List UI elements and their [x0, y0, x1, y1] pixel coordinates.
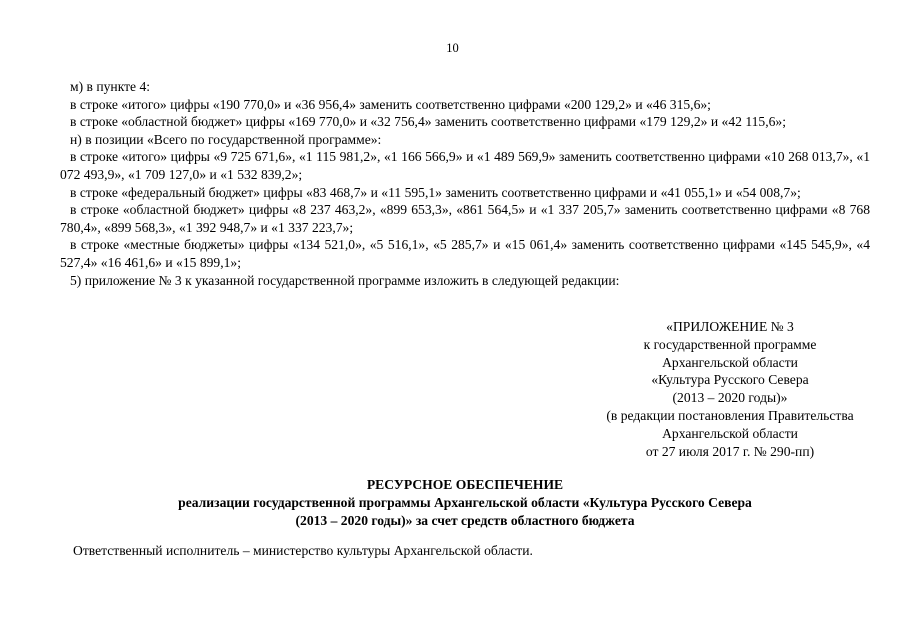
paragraph-n-local: в строке «местные бюджеты» цифры «134 521,0», «5 516,1», «5 285,7» и «15 061,4» заменить соответственно цифрами «145 545,9», «4 527,4» «16 461,6» и «15 899,1»; — [60, 237, 870, 270]
paragraph-n-regional: в строке «областной бюджет» цифры «8 237 463,2», «899 653,3», «861 564,5» и «1 337 205,7» заменить соответственно цифрами «8 768 780,4», «899 568,3», «1 392 948,7» и «1 337 223,7»; — [60, 202, 870, 235]
appendix-header — [575, 318, 885, 460]
title-line: (2013 – 2020 годы)» за счет средств областного бюджета — [295, 512, 635, 528]
responsible-executor: Ответственный исполнитель – министерство культуры Архангельской области. — [73, 543, 533, 558]
paragraph-item-m: м) в пункте 4: — [70, 79, 151, 94]
title-line: РЕСУРСНОЕ ОБЕСПЕЧЕНИЕ — [366, 477, 564, 492]
paragraph-item-n: н) в позиции «Всего по государственной программе»: — [70, 131, 382, 147]
appendix-line: «ПРИЛОЖЕНИЕ № 3 — [666, 319, 794, 334]
page-number: 10 — [446, 41, 459, 55]
title-line: реализации государственной программы Архангельской области «Культура Русского Севера — [178, 494, 752, 510]
appendix-line: «Культура Русского Севера — [651, 372, 809, 388]
amendments-text — [60, 78, 870, 289]
appendix-line: Архангельской области — [662, 354, 798, 370]
paragraph-m-regional: в строке «областной бюджет» цифры «169 770,0» и «32 756,4» заменить соответственно цифрами «179 129,2» и «42 115,6»; — [70, 114, 786, 130]
paragraph-n-federal: в строке «федеральный бюджет» цифры «83 468,7» и «11 595,1» заменить соответственно цифрами и «41 055,1» и «54 008,7»; — [70, 184, 801, 200]
appendix-line: к государственной программе — [643, 336, 817, 352]
paragraph-n-total: в строке «итого» цифры «9 725 671,6», «1 115 981,2», «1 166 566,9» и «1 489 569,9» заменить соответственно цифрами «10 268 013,7», «1 072 493,9», «1 709 127,0» и «1 532 839,2»; — [60, 149, 870, 182]
appendix-line: (2013 – 2020 годы)» — [672, 390, 788, 406]
document-title — [60, 476, 870, 529]
paragraph-m-total: в строке «итого» цифры «190 770,0» и «36 956,4» заменить соответственно цифрами «200 129,2» и «46 315,6»; — [70, 96, 711, 112]
paragraph-item-5: 5) приложение № 3 к указанной государственной программе изложить в следующей редакции: — [70, 272, 620, 288]
appendix-line: от 27 июля 2017 г. № 290-пп) — [645, 443, 815, 459]
appendix-line: (в редакции постановления Правительства — [606, 407, 854, 423]
appendix-line: Архангельской области — [662, 425, 798, 441]
